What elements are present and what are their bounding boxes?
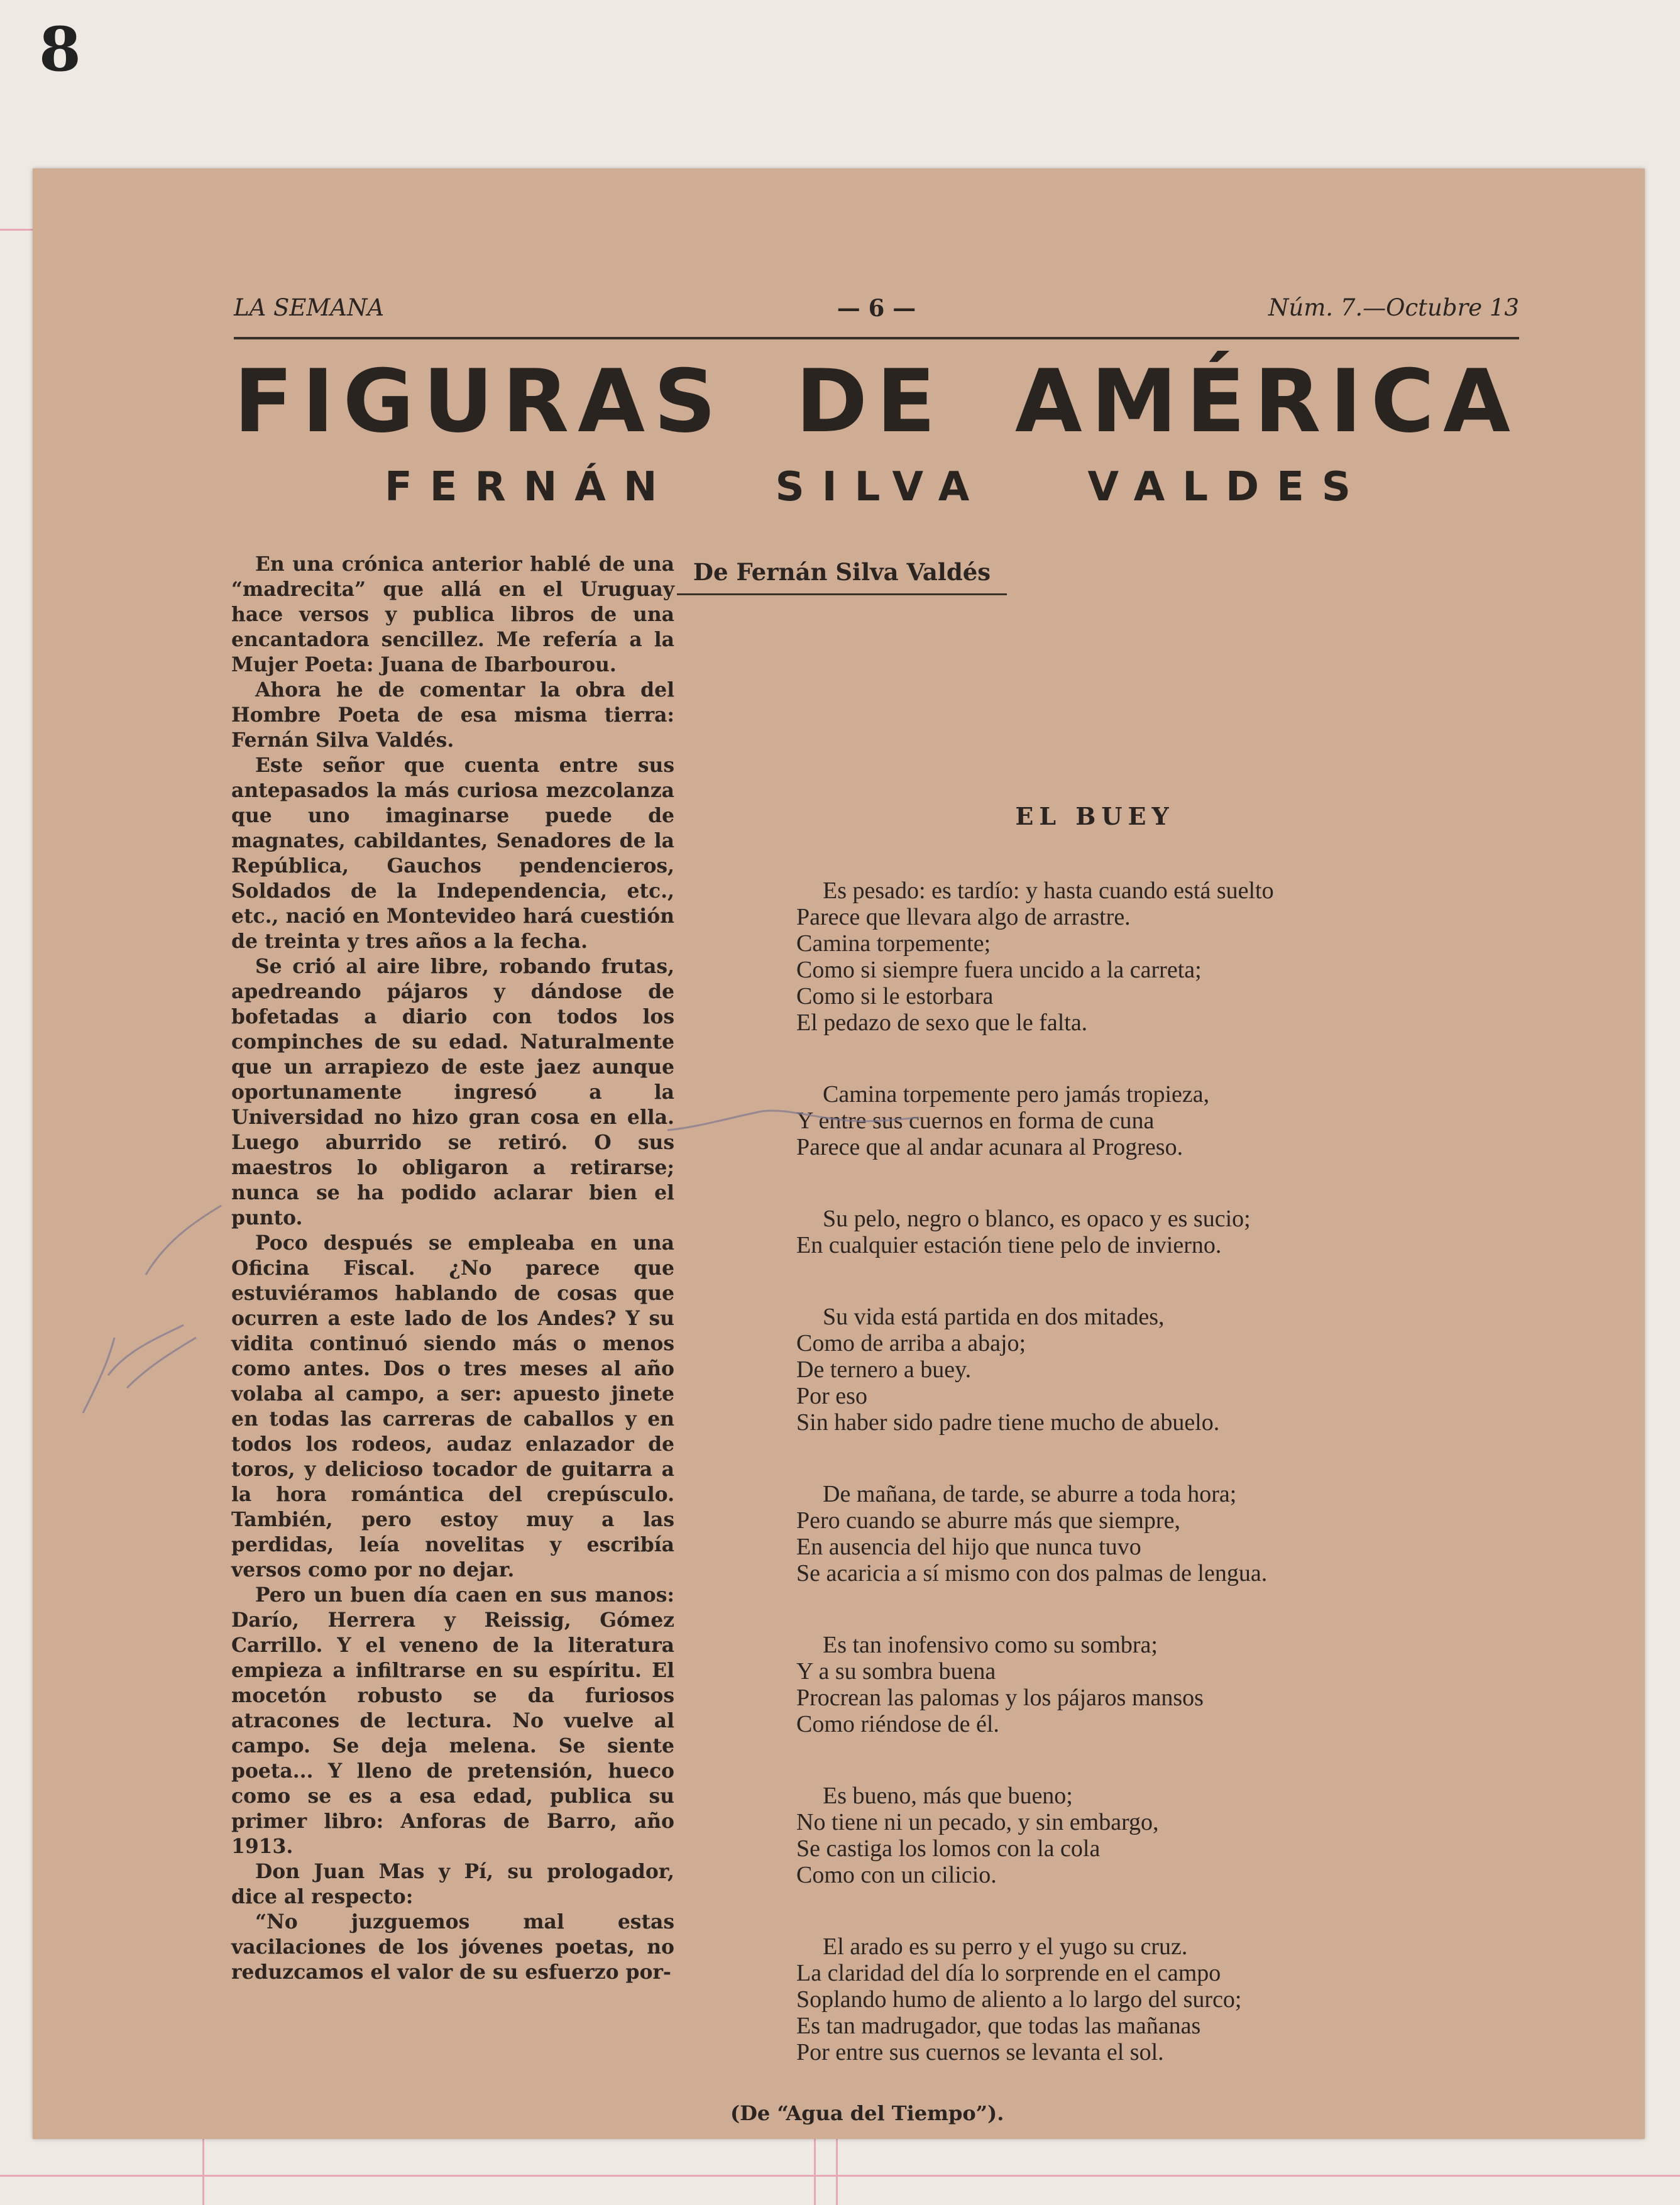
poem-line: La claridad del día lo sorprende en el campo — [796, 1960, 1221, 1986]
article-paragraph: Don Juan Mas y Pí, su prologador, dice al respecto: — [231, 1861, 674, 1908]
running-head-publication: LA SEMANA — [234, 294, 385, 321]
headline-word: AMÉRICA — [1014, 351, 1519, 452]
article-paragraph: Pero un buen día caen en sus manos: Darío, Herrera y Reissig, Gómez Carrillo. Y el veneno de la literatura empieza a infiltrarse en su espíritu. El mocetón robusto se da furiosos atracones de lectura. No vuelve al campo. Se deja melena. Se siente poeta... Y lleno de pretensión, hueco como se es a esa edad, publica su primer libro: Anforas de Barro, año 1913. — [231, 1584, 674, 1858]
margin-rule-top — [0, 229, 33, 231]
poem-line: De mañana, de tarde, se aburre a toda hora; — [823, 1481, 1237, 1507]
subheadline — [234, 464, 1519, 510]
poem-line: Y entre sus cuernos en forma de cuna — [796, 1108, 1155, 1134]
article-paragraph: “No juzguemos mal estas vacilaciones de los jóvenes poetas, no reduzcamos el valor de su esfuerzo por- — [231, 1911, 674, 1984]
poem-line: Parece que llevara algo de arrastre. — [796, 904, 1131, 930]
subheadline-word: SILVA — [775, 464, 987, 510]
poem-source: (De “Agua del Tiempo”). — [730, 2101, 1004, 2125]
page-number: 8 — [39, 14, 81, 85]
poem-line: Camina torpemente pero jamás tropieza, — [823, 1081, 1210, 1108]
poem-line: Como si siempre fuera uncido a la carreta; — [796, 957, 1202, 983]
subheadline-word: FERNÁN — [385, 464, 675, 510]
poem-line: De ternero a buey. — [796, 1356, 972, 1383]
running-head-page: — 6 — — [837, 294, 916, 322]
article-paragraph: Ahora he de comentar la obra del Hombre Poeta de esa misma tierra: Fernán Silva Valdés. — [231, 679, 674, 752]
poem-stanza — [796, 1783, 1519, 1888]
running-head-issue: Núm. 7.—Octubre 13 — [1268, 294, 1519, 321]
poem-line: Y a su sombra buena — [796, 1658, 996, 1685]
margin-rule-vertical-mid — [814, 2139, 816, 2205]
headline — [234, 351, 1519, 452]
poem-line: Se castiga los lomos con la cola — [796, 1835, 1101, 1862]
headline-word: FIGURAS — [234, 351, 725, 452]
poem-line: En cualquier estación tiene pelo de invierno. — [796, 1232, 1222, 1258]
poem-line: Es tan inofensivo como su sombra; — [823, 1632, 1158, 1658]
article-column — [231, 552, 674, 1985]
poem-line: Sin haber sido padre tiene mucho de abuelo. — [796, 1409, 1220, 1436]
newspaper-clipping — [33, 168, 1645, 2139]
poem-line: Es tan madrugador, que todas las mañanas — [796, 2013, 1201, 2039]
subheadline-word: VALDES — [1087, 464, 1368, 510]
poem-line: Como de arriba a abajo; — [796, 1330, 1026, 1356]
poem-stanza — [796, 1933, 1519, 2065]
poem-line: Como si le estorbara — [796, 983, 994, 1009]
poem-line: No tiene ni un pecado, y sin embargo, — [796, 1809, 1159, 1835]
handwritten-annotation-left — [70, 1149, 234, 1438]
poem-line: El arado es su perro y el yugo su cruz. — [823, 1933, 1188, 1960]
poem-line: El pedazo de sexo que le falta. — [796, 1009, 1088, 1036]
poem-line: Pero cuando se aburre más que siempre, — [796, 1507, 1180, 1534]
article-paragraph: En una crónica anterior hablé de una “madrecita” que allá en el Uruguay hace versos y publica libros de una encantadora sencillez. Me refería a la Mujer Poeta: Juana de Ibarbourou. — [231, 553, 674, 676]
poem-line: Parece que al andar acunara al Progreso. — [796, 1134, 1183, 1160]
poem-stanza — [796, 1304, 1519, 1436]
margin-rule-bottom — [0, 2175, 1680, 2177]
poem-body — [796, 877, 1519, 2111]
margin-rule-vertical-right — [836, 2139, 838, 2205]
poem-stanza — [796, 1206, 1519, 1258]
margin-rule-vertical-left — [202, 2139, 204, 2205]
article-paragraph: Se crió al aire libre, robando frutas, apedreando pájaros y dándose de bofetadas a diario con todos los compinches de su edad. Naturalmente que un arrapiezo de este jaez aunque oportunamente ingresó a la Universidad no hizo gran cosa en ella. Luego aburrido se retiró. O sus maestros lo obligaron a retirarse; nunca se ha podido aclarar bien el punto. — [231, 955, 674, 1229]
poem-line: Por entre sus cuernos se levanta el sol. — [796, 2039, 1164, 2065]
poem-line: Se acaricia a sí mismo con dos palmas de lengua. — [796, 1560, 1268, 1586]
handwritten-annotation-middle — [661, 1092, 925, 1168]
headline-word: DE — [795, 351, 945, 452]
article-paragraph: Poco después se empleaba en una Oficina Fiscal. ¿No parece que estuviéramos hablando de cosas que ocurren a este lado de los Andes? Y su vidita continuó siendo más o menos como antes. Dos o tres meses al año volaba al campo, a ser: apuesto jinete en todas las carreras de caballos y en todos los rodeos, audaz enlazador de toros, y delicioso tocador de guitarra a la hora romántica del crepúsculo. También, pero estoy muy a las perdidas, leía novelitas y escribía versos como por no dejar. — [231, 1232, 674, 1581]
running-head — [234, 294, 1519, 332]
poem-line: Por eso — [796, 1383, 867, 1409]
poem-title: EL BUEY — [1015, 802, 1175, 830]
poem-line: Como con un cilicio. — [796, 1862, 997, 1888]
poem-stanza — [796, 1632, 1519, 1737]
poem-line: Como riéndose de él. — [796, 1711, 999, 1737]
poem-line: Camina torpemente; — [796, 930, 991, 957]
poem-line: En ausencia del hijo que nunca tuvo — [796, 1534, 1141, 1560]
poem-line: Es pesado: es tardío: y hasta cuando está suelto — [823, 877, 1274, 904]
poem-byline: De Fernán Silva Valdés — [677, 558, 1007, 595]
poem-line: Procrean las palomas y los pájaros mansos — [796, 1685, 1204, 1711]
article-paragraph: Este señor que cuenta entre sus antepasados la más curiosa mezcolanza que uno imaginarse puede de magnates, cabildantes, Senadores de la República, Gauchos pendencieros, Soldados de la Independencia, etc., etc., nació en Montevideo hará cuestión de treinta y tres años a la fecha. — [231, 754, 674, 953]
poem-line: Su vida está partida en dos mitades, — [823, 1304, 1165, 1330]
poem-stanza — [796, 1481, 1519, 1586]
poem-line: Soplando humo de aliento a lo largo del surco; — [796, 1986, 1242, 2013]
poem-line: Es bueno, más que bueno; — [823, 1783, 1073, 1809]
header-rule — [234, 337, 1519, 339]
poem-line: Su pelo, negro o blanco, es opaco y es sucio; — [823, 1206, 1251, 1232]
poem-stanza — [796, 877, 1519, 1036]
